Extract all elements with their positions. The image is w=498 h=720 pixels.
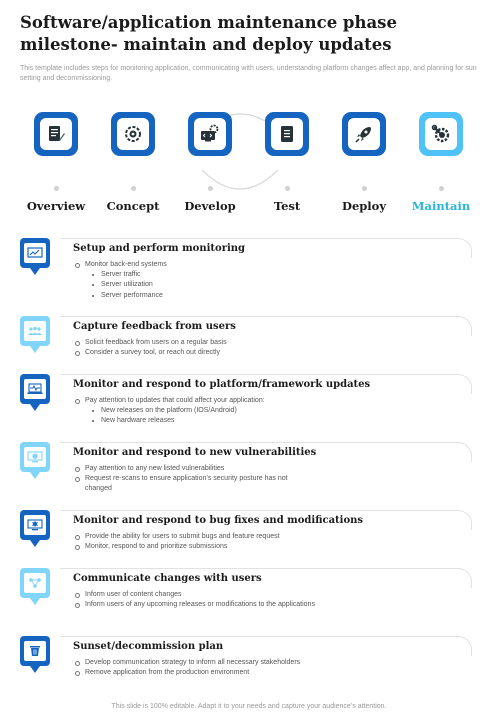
phase-icon-box (419, 112, 463, 156)
item-heading: Setup and perform monitoring (73, 243, 246, 254)
phase-dot (285, 186, 290, 191)
phase-icon-box (342, 112, 386, 156)
sub-bullet: New releases on the platform (IOS/Android) (73, 406, 265, 416)
trash-bin-icon (27, 645, 43, 657)
phase-label-active: Maintain (411, 199, 471, 213)
bullet: Consider a survey tool, or reach out directly (73, 348, 227, 358)
bullet: Inform users of any upcoming releases or modifications to the applications (73, 600, 323, 610)
bug-monitor-icon (27, 519, 43, 531)
item-pin (20, 568, 50, 598)
item-bullets (73, 396, 265, 427)
phase-overview[interactable] (17, 112, 95, 213)
bullet: Monitor back-end systems (73, 260, 167, 270)
phase-icon-box (34, 112, 78, 156)
page-title: Software/application maintenance phase milestone- maintain and deploy updates (20, 13, 397, 54)
page-subtitle: This template includes steps for monitoring application, communicating with users, understanding platform changes affect app, and planning for sun setting and decommissioning. (20, 65, 477, 82)
bullet: Pay attention to updates that could affect your application: (73, 396, 265, 406)
laptop-pulse-icon (27, 383, 43, 395)
list-item-feedback (20, 316, 472, 366)
phase-maintain[interactable] (402, 112, 480, 213)
checklist-icon (277, 124, 297, 144)
phase-label: Overview (26, 199, 86, 213)
bullet: Pay attention to any new listed vulnerabilities (73, 464, 313, 474)
bullet: Solicit feedback from users on a regular basis (73, 338, 227, 348)
sub-bullet: Server performance (73, 291, 167, 301)
item-heading: Capture feedback from users (73, 321, 236, 332)
item-bullets (73, 658, 300, 678)
item-pin (20, 510, 50, 540)
item-heading: Communicate changes with users (73, 573, 262, 584)
phase-dot (131, 186, 136, 191)
item-bullets (73, 464, 313, 495)
item-heading: Monitor and respond to bug fixes and modifications (73, 515, 364, 526)
phase-label: Test (273, 199, 301, 213)
item-heading: Sunset/decommission plan (73, 641, 224, 652)
phase-deploy[interactable] (325, 112, 403, 213)
phase-icon-box (111, 112, 155, 156)
document-pen-icon (46, 124, 66, 144)
wrench-gear-icon (431, 124, 451, 144)
item-heading: Monitor and respond to new vulnerabilities (73, 447, 317, 458)
list-item-monitoring (20, 238, 472, 304)
list-item-platform-updates (20, 374, 472, 430)
bullet: Provide the ability for users to submit bugs and feature request (73, 532, 280, 542)
sub-bullet: Server traffic (73, 270, 167, 280)
item-heading: Monitor and respond to platform/framework updates (73, 379, 371, 390)
item-bullets (73, 260, 167, 301)
bullet: Monitor, respond to and prioritize submissions (73, 542, 280, 552)
rocket-icon (354, 124, 374, 144)
item-pin (20, 238, 50, 268)
item-pin (20, 316, 50, 346)
brain-gear-icon (123, 124, 143, 144)
list-item-sunset (20, 636, 472, 686)
list-item-vulnerabilities (20, 442, 472, 500)
users-group-icon (27, 325, 43, 337)
phase-icon-box (265, 112, 309, 156)
item-pin (20, 636, 50, 666)
item-bullets (73, 590, 323, 610)
item-pin (20, 374, 50, 404)
phase-develop[interactable] (171, 112, 249, 213)
bullet: Remove application from the production environment (73, 668, 300, 678)
list-item-bug-fixes (20, 510, 472, 562)
list-item-communicate (20, 568, 472, 628)
phase-concept[interactable] (94, 112, 172, 213)
phase-label: Deploy (341, 199, 387, 213)
bullet: Inform user of content changes (73, 590, 323, 600)
phase-label: Concept (106, 199, 160, 213)
phase-test[interactable] (248, 112, 326, 213)
item-bullets (73, 532, 280, 552)
phase-dot (439, 186, 444, 191)
phase-label: Develop (184, 199, 236, 213)
network-users-icon (27, 577, 43, 589)
item-bullets (73, 338, 227, 358)
sub-bullet: Server utilization (73, 280, 167, 290)
sub-bullet: New hardware releases (73, 416, 265, 426)
bullet: Develop communication strategy to inform all necessary stakeholders (73, 658, 300, 668)
phase-dot (208, 186, 213, 191)
item-pin (20, 442, 50, 472)
footer-note: This slide is 100% editable. Adapt it to your needs and capture your audience’s attention. (111, 703, 387, 710)
phase-icon-box (188, 112, 232, 156)
phase-row (0, 112, 498, 222)
code-monitor-icon (199, 124, 221, 144)
phase-dot (362, 186, 367, 191)
bullet: Request re-scans to ensure application’s security posture has not changed (73, 474, 313, 494)
monitor-shield-icon (27, 451, 43, 463)
phase-dot (54, 186, 59, 191)
monitor-chart-icon (27, 247, 43, 259)
